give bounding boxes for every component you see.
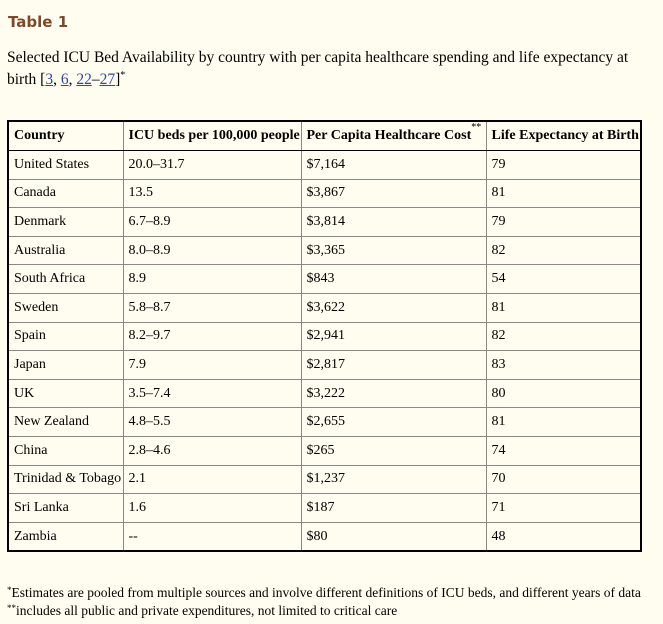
cell-life-expectancy: 82 [486, 236, 641, 265]
cell-icu-beds: 8.0–8.9 [123, 236, 301, 265]
cell-icu-beds: 20.0–31.7 [123, 151, 301, 180]
cell-country: Trinidad & Tobago [8, 465, 123, 494]
cell-life-expectancy: 79 [486, 208, 641, 237]
cell-healthcare-cost: $2,941 [301, 322, 486, 351]
footnote-marker: ** [471, 122, 482, 133]
header-healthcare-cost-label: Per Capita Healthcare Cost [306, 128, 472, 143]
cell-life-expectancy: 83 [486, 351, 641, 380]
cell-icu-beds: 2.1 [123, 465, 301, 494]
cell-healthcare-cost: $2,817 [301, 351, 486, 380]
cell-country: United States [8, 151, 123, 180]
table-row [8, 208, 641, 237]
reference-link-27[interactable]: 27 [99, 71, 116, 88]
footnote-text: includes all public and private expenditures, not limited to critical care [16, 603, 398, 618]
cell-icu-beds: 2.8–4.6 [123, 436, 301, 465]
cell-healthcare-cost: $843 [301, 265, 486, 294]
table-row [8, 351, 641, 380]
cell-icu-beds: 8.9 [123, 265, 301, 294]
footnote-marker: * [120, 70, 126, 81]
cell-icu-beds: -- [123, 522, 301, 551]
table-row [8, 179, 641, 208]
cell-healthcare-cost: $187 [301, 494, 486, 523]
table-header-row [8, 121, 641, 151]
table-title: Table 1 [8, 13, 69, 31]
table-row [8, 265, 641, 294]
reference-link-6[interactable]: 6 [60, 71, 69, 88]
cell-life-expectancy: 81 [486, 179, 641, 208]
cell-life-expectancy: 74 [486, 436, 641, 465]
caption-separator: , [53, 71, 61, 88]
cell-life-expectancy: 54 [486, 265, 641, 294]
header-country: Country [8, 121, 123, 151]
table-body [8, 151, 641, 552]
caption-bracket: ] [115, 71, 121, 88]
cell-country: Sweden [8, 293, 123, 322]
cell-life-expectancy: 81 [486, 293, 641, 322]
caption-dash: – [91, 71, 100, 88]
cell-country: Canada [8, 179, 123, 208]
cell-icu-beds: 5.8–8.7 [123, 293, 301, 322]
cell-healthcare-cost: $2,655 [301, 408, 486, 437]
table-row [8, 322, 641, 351]
cell-country: Spain [8, 322, 123, 351]
header-life-expectancy: Life Expectancy at Birth [486, 121, 641, 151]
footnote-marker: * [7, 585, 12, 595]
cell-healthcare-cost: $3,622 [301, 293, 486, 322]
cell-country: UK [8, 379, 123, 408]
cell-icu-beds: 13.5 [123, 179, 301, 208]
cell-country: Australia [8, 236, 123, 265]
cell-country: Denmark [8, 208, 123, 237]
header-healthcare-cost [301, 121, 486, 151]
cell-country: Japan [8, 351, 123, 380]
cell-country: Zambia [8, 522, 123, 551]
cell-icu-beds: 7.9 [123, 351, 301, 380]
cell-healthcare-cost: $7,164 [301, 151, 486, 180]
cell-healthcare-cost: $80 [301, 522, 486, 551]
cell-life-expectancy: 80 [486, 379, 641, 408]
table-row [8, 494, 641, 523]
cell-healthcare-cost: $1,237 [301, 465, 486, 494]
cell-life-expectancy: 70 [486, 465, 641, 494]
table-row [8, 408, 641, 437]
footnote-1 [7, 584, 659, 602]
cell-healthcare-cost: $3,867 [301, 179, 486, 208]
footnote-2 [7, 602, 659, 620]
caption-text: Selected ICU Bed Availability by country with per capita healthcare spending and life expectancy at birth [ [7, 49, 629, 88]
table-row [8, 379, 641, 408]
footnotes [7, 584, 659, 620]
table-caption [7, 47, 657, 91]
cell-country: South Africa [8, 265, 123, 294]
header-icu-beds: ICU beds per 100,000 people [123, 121, 301, 151]
cell-healthcare-cost: $265 [301, 436, 486, 465]
cell-icu-beds: 8.2–9.7 [123, 322, 301, 351]
icu-bed-table [7, 120, 642, 552]
cell-country: Sri Lanka [8, 494, 123, 523]
cell-life-expectancy: 82 [486, 322, 641, 351]
reference-link-3[interactable]: 3 [45, 71, 54, 88]
table-row [8, 151, 641, 180]
cell-life-expectancy: 81 [486, 408, 641, 437]
footnote-marker: ** [7, 603, 16, 613]
caption-separator: , [68, 71, 77, 88]
cell-life-expectancy: 79 [486, 151, 641, 180]
table-row [8, 293, 641, 322]
table-row [8, 436, 641, 465]
cell-icu-beds: 4.8–5.5 [123, 408, 301, 437]
cell-life-expectancy: 48 [486, 522, 641, 551]
table-row [8, 465, 641, 494]
footnote-text: Estimates are pooled from multiple sources and involve different definitions of ICU beds, and different years of data [11, 585, 641, 600]
cell-life-expectancy: 71 [486, 494, 641, 523]
cell-healthcare-cost: $3,814 [301, 208, 486, 237]
cell-country: New Zealand [8, 408, 123, 437]
cell-icu-beds: 6.7–8.9 [123, 208, 301, 237]
reference-link-22[interactable]: 22 [76, 71, 92, 88]
cell-icu-beds: 3.5–7.4 [123, 379, 301, 408]
cell-country: China [8, 436, 123, 465]
table-row [8, 236, 641, 265]
cell-healthcare-cost: $3,222 [301, 379, 486, 408]
cell-healthcare-cost: $3,365 [301, 236, 486, 265]
table-row [8, 522, 641, 551]
cell-icu-beds: 1.6 [123, 494, 301, 523]
